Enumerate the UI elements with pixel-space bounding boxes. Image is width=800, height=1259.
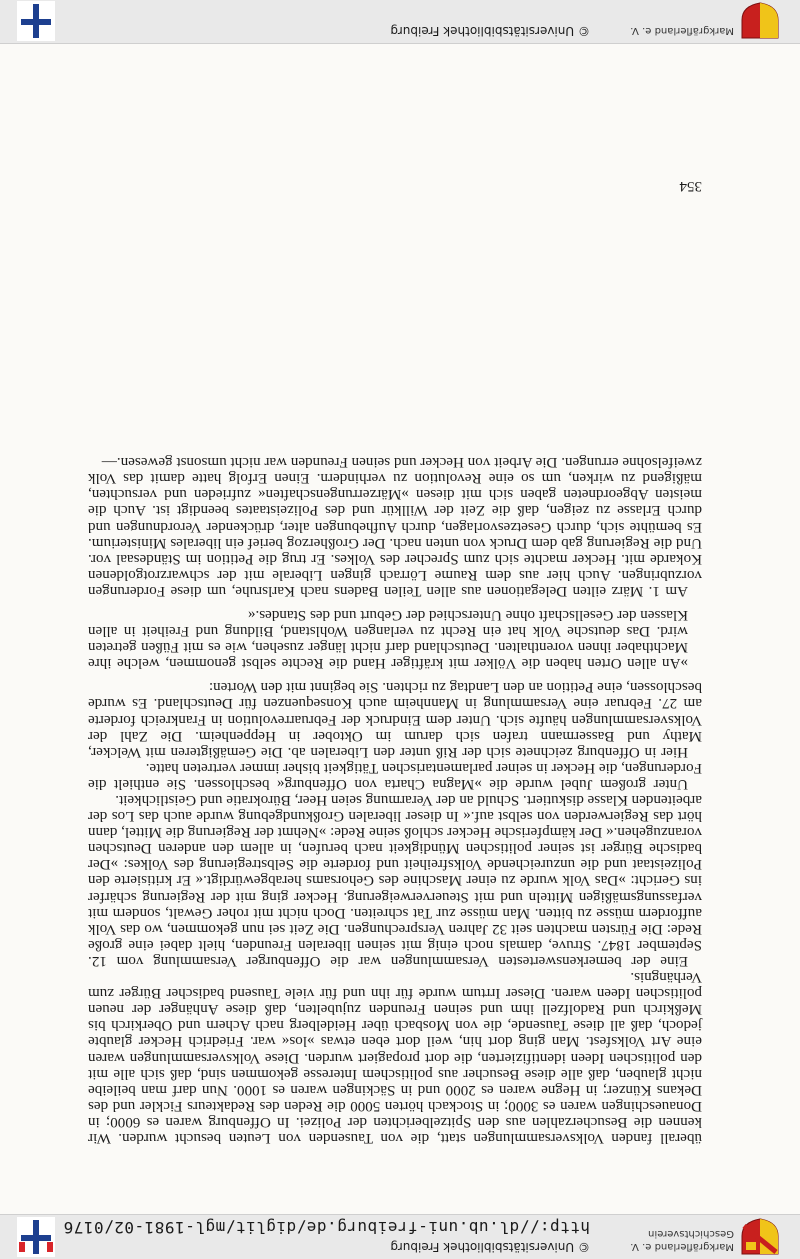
- paragraph: Hier in Offenburg zeichnete sich der Riß unter den Liberalen ab. Die Gemäßigteren mit Welcker, Mathy und Bassermann trafen sich darum im Oktober in Heppenheim. Die Zahl der Volksversammlungen häufte sich. Unter dem Eindruck der Februarrevolution in Frankreich forderte am 27. Februar eine Versammlung in Mannheim auch Konsequenzen für Deutschland. Es wurde beschlossen, eine Petition an den Landtag zu richten. Sie beginnt mit den Worten:: [88, 679, 702, 760]
- copyright-text: © Universitätsbibliothek Freiburg: [390, 1240, 590, 1254]
- coat-of-arms-icon: [738, 2, 782, 40]
- footer-bar: [0, 0, 800, 44]
- society-name: Markgräflerland e. V. Geschichtsverein: [630, 1228, 734, 1252]
- block-quote: »An allen Orten haben die Völker mit kräftiger Hand die Rechte selbst genommen, welche ihre Machthaber ihnen vorenthalten. Deutschland darf nicht länger zusehen, wie es mit Füßen getreten wird. Das deutsche Volk hat ein Recht zu verlangen Wohlstand, Bildung und Freiheit in allen Klassen der Gesellschaft ohne Unterschied der Geburt und des Standes.«: [88, 607, 688, 672]
- university-seal-icon: [17, 1, 55, 41]
- body-text: [88, 454, 702, 1146]
- copyright-text: © Universitätsbibliothek Freiburg: [390, 24, 590, 38]
- page-number: 354: [679, 178, 702, 194]
- paragraph: Am 1. März eilten Delegationen aus allen Teilen Badens nach Karlsruhe, um diese Forderungen vorzubringen. Auch hier aus dem Raume Lörrach gingen Liberale mit der schwarzrotgoldenen Kokarde mit. Hecker machte sich zum Sprecher des Volkes. Er trug die Petition im Ständesaal vor. Und die Regierung gab dem Druck von unten nach. Der Großherzog berief ein liberales Ministerium. Es bemühte sich, durch Gesetzesvorlagen, durch Aufhebungen alter, drückender Verordnungen und durch Erlasse zu zeigen, daß die Zeit der Willkür und des Polizeistaates beendigt ist. Auch die meisten Abgeordneten gaben sich mit diesen »Märzerrungenschaften« zufrieden und versuchten, mäßigend zu wirken, um so eine Revolution zu verhindern. Einen Erfolg hatte damit das Volk zweifelsohne errungen. Die Arbeit von Hecker und seinen Freunden war nicht umsonst gewesen.—: [88, 454, 702, 599]
- paragraph: überall fanden Volksversammlungen statt, die von Tausenden von Leuten besucht wurden. Wir kennen die Besucherzahlen aus den Spitzelberichten der Polizei. In Offenburg waren es 6000; in Donaueschingen waren es 3000; in Stockach hörten 5000 die Reden des Redakteurs Fickler und des Dekans Künzer; in Hegne waren es 2000 und in Säckingen waren es 1000. Nun darf man beileibe nicht glauben, daß alle diese Besucher aus politischem Interesse gekommen sind, daß sich alle mit den politischen Ideen identifizierten, die dort propagiert wurden. Diese Volksversammlungen waren eine Art Volksfest. Man ging dort hin, weil dort eben etwas »los« war. Friedrich Hecker glaubte jedoch, daß all diese Tausende, die von Mosbach über Heidelberg nach Achern und Oberkirch bis Meßkirch und Radolfzell ihm und seinen Freunden zujubelten, daß diese Anhänger der neuen politischen Ideen waren. Dieser Irrtum wurde für ihn und für viele Tausend badischer Bürger zum Verhängnis.: [88, 969, 702, 1146]
- document-url[interactable]: http://dl.ub.uni-freiburg.de/diglit/mgl-1981-02/0176: [63, 1218, 590, 1237]
- coat-of-arms-icon: [738, 1218, 782, 1256]
- header-bar: [0, 1214, 800, 1259]
- paragraph: Unter großem Jubel wurde die »Magna Charta von Offenburg« beschlossen. Sie enthielt die Forderungen, die Hecker in seiner parlamentarischen Tätigkeit bisher immer vertreten hatte.: [88, 759, 702, 792]
- university-seal-icon: [17, 1217, 55, 1257]
- society-name: Markgräflerland e. V.: [630, 25, 734, 36]
- paragraph: Eine der bemerkenswertesten Versammlungen war die Offenburger Versammlung vom 12. September 1847. Struve, damals noch einig mit seinen liberalen Freunden, hielt dabei eine große Rede: Die Fürsten machten seit 32 Jahren Versprechungen. Die Zeit sei nun gekommen, wo das Volk auffordern müsse zu bitten. Man müsse zur Tat schreiten. Doch nicht mit roher Gewalt, sondern mit verfassungsmäßigen Mitteln und mit Steuerverweigerung. Hecker ging mit der Regierung schärfer ins Gericht: »Das Volk wurde zu einer Maschine des Gehorsams herabgewürdigt.« Er kritisierte den Polizeistaat und die unzureichende Volksfreiheit und forderte die Selbstregierung des Volkes: »Der badische Bürger ist seiner politischen Mündigkeit nach berufen, in allem den anderen Deutschen voranzugehen.« Der kämpferische Hecker schloß seine Rede: »Nehmt der Regierung die Mittel, dann hört das Regierwerden von selbst auf.« In dieser liberalen Großkundgebung wurde auch das Los der arbeitenden Klasse diskutiert. Schuld an der Verarmung seien Heer, Bürokratie und Geistlichkeit.: [88, 792, 702, 969]
